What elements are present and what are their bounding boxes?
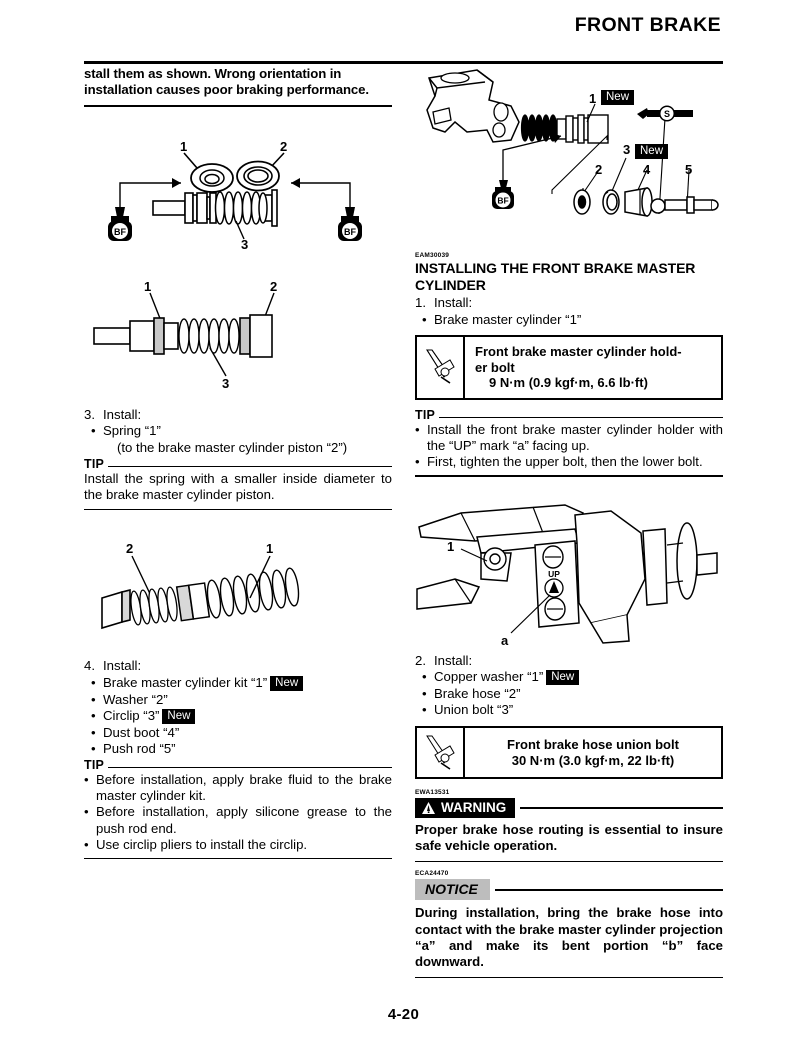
step-2-item-text: Brake hose “2” bbox=[434, 685, 521, 701]
step-3-heading bbox=[84, 407, 392, 424]
step-1 bbox=[415, 295, 723, 328]
step-4-item bbox=[84, 692, 392, 709]
tip-item: • First, tighten the upper bolt, then the lower bolt. bbox=[415, 454, 723, 470]
exploded-label-2: 2 bbox=[595, 162, 603, 177]
tip-item: • Use circlip pliers to install the circlip. bbox=[84, 837, 392, 853]
fig3-label-1: 1 bbox=[266, 541, 274, 557]
step-4-item-text: Brake master cylinder kit “1” bbox=[103, 674, 268, 690]
step-3 bbox=[84, 407, 392, 511]
tip-heading-3 bbox=[84, 458, 392, 471]
step-3-bullet-1: • Spring “1” bbox=[84, 423, 392, 440]
fig1-label-2: 2 bbox=[280, 138, 288, 154]
notice-divider bbox=[415, 977, 723, 978]
holder-label-1: 1 bbox=[447, 538, 455, 554]
warning-badge bbox=[415, 798, 515, 818]
figure-handlebar-holder bbox=[415, 483, 723, 651]
svg-text:BF: BF bbox=[114, 226, 126, 237]
section-code: EAM30039 bbox=[415, 252, 450, 259]
step-4-item bbox=[84, 725, 392, 742]
step-2-item bbox=[415, 686, 723, 703]
tip-label: TIP bbox=[84, 757, 105, 772]
warning-block bbox=[415, 789, 723, 862]
warning-rule bbox=[520, 807, 723, 809]
fig3-label-2: 2 bbox=[126, 541, 134, 557]
figure-boot-spring bbox=[84, 526, 392, 644]
tip-divider-4 bbox=[84, 858, 392, 859]
tip-item: • Install the front brake master cylinder holder with the “UP” mark “a” facing up. bbox=[415, 422, 723, 454]
up-mark-text: UP bbox=[548, 568, 560, 579]
intro-divider bbox=[84, 105, 392, 107]
torque-spec-holder-bolt bbox=[415, 335, 723, 400]
step-2-item bbox=[415, 702, 723, 719]
exploded-label-5: 5 bbox=[685, 162, 693, 177]
notice-text: During installation, bring the brake hose into contact with the brake master cylinder projection “a” and make its bent portion “b” face downward. bbox=[415, 905, 723, 970]
brake-fluid-icon bbox=[108, 207, 132, 241]
figure-piston-seals bbox=[84, 121, 392, 249]
step-3-title: Install: bbox=[103, 406, 142, 422]
tip-body-3: Install the spring with a smaller inside diameter to the brake master cylinder piston. bbox=[84, 470, 392, 502]
step-4-item bbox=[84, 675, 392, 692]
torque-spec-union-bolt bbox=[415, 726, 723, 779]
step-1-title: Install: bbox=[434, 295, 473, 310]
step-4-item-text: Washer “2” bbox=[103, 691, 168, 707]
figure-exploded-master-cylinder bbox=[415, 66, 723, 238]
tip-item: • Before installation, apply brake fluid to the brake master cylinder kit. bbox=[84, 772, 392, 804]
tip-divider-3 bbox=[84, 509, 392, 510]
fig1-label-1: 1 bbox=[180, 138, 188, 154]
tip-divider-1 bbox=[415, 475, 723, 476]
right-column bbox=[415, 66, 723, 978]
torque-value: 9 N·m (0.9 kgf·m, 6.6 lb·ft) bbox=[489, 375, 648, 391]
step-4-item bbox=[84, 741, 392, 758]
intro-paragraph: stall them as shown. Wrong orientation in installation causes poor braking performance. bbox=[84, 66, 369, 98]
step-4 bbox=[84, 658, 392, 859]
step-4-item-text: Dust boot “4” bbox=[103, 724, 180, 740]
silicone-grease-icon bbox=[637, 106, 693, 122]
exploded-label-1: 1 bbox=[589, 91, 597, 106]
step-4-item-text: Circlip “3” bbox=[103, 708, 160, 724]
step-2 bbox=[415, 653, 723, 719]
warning-triangle-icon bbox=[421, 801, 436, 815]
header-divider bbox=[84, 61, 723, 64]
warning-divider bbox=[415, 861, 723, 862]
warning-label: WARNING bbox=[441, 800, 507, 816]
step-1-bullet: • Brake master cylinder “1” bbox=[415, 312, 723, 329]
fig2-label-1: 1 bbox=[144, 278, 152, 294]
tip-item: • Before installation, apply silicone grease to the push rod end. bbox=[84, 804, 392, 836]
new-badge: New bbox=[270, 676, 303, 691]
notice-block bbox=[415, 870, 723, 978]
step-4-heading bbox=[84, 658, 392, 675]
tip-label: TIP bbox=[84, 456, 105, 471]
tip-heading-1 bbox=[415, 409, 723, 422]
svg-text:BF: BF bbox=[344, 226, 356, 237]
exploded-label-3: 3 bbox=[623, 142, 631, 157]
page-title: FRONT BRAKE bbox=[574, 14, 721, 36]
torque-wrench-icon bbox=[417, 337, 465, 398]
tip-block-1 bbox=[415, 409, 723, 477]
step-2-title: Install: bbox=[434, 652, 473, 668]
brake-fluid-icon bbox=[338, 207, 362, 241]
tip-label: TIP bbox=[415, 407, 436, 422]
new-badge: New bbox=[546, 670, 579, 685]
new-badge: New bbox=[601, 90, 634, 105]
notice-rule bbox=[495, 889, 723, 891]
torque-wrench-icon bbox=[417, 728, 465, 777]
svg-text:BF: BF bbox=[497, 195, 509, 206]
brake-fluid-icon bbox=[492, 180, 514, 209]
svg-text:S: S bbox=[663, 109, 671, 119]
left-column bbox=[84, 66, 392, 859]
step-2-number: 2. bbox=[415, 652, 426, 668]
notice-badge: NOTICE bbox=[415, 879, 490, 900]
tip-rule bbox=[108, 466, 392, 467]
new-badge: New bbox=[162, 709, 195, 724]
step-1-heading bbox=[415, 295, 723, 312]
torque-name-line2: er bolt bbox=[475, 359, 515, 375]
holder-label-a: a bbox=[501, 632, 509, 648]
section-heading-block bbox=[415, 252, 723, 293]
step-3-number: 3. bbox=[84, 406, 95, 422]
new-badge: New bbox=[635, 144, 668, 159]
tip-rule bbox=[108, 767, 392, 768]
step-3-subline: (to the brake master cylinder piston “2”) bbox=[117, 440, 348, 455]
step-2-item-text: Copper washer “1” bbox=[434, 669, 544, 685]
notice-code: ECA24470 bbox=[415, 870, 449, 878]
torque-name-line1: Front brake master cylinder hold- bbox=[475, 344, 682, 360]
fig2-label-2: 2 bbox=[270, 278, 278, 294]
section-title: INSTALLING THE FRONT BRAKE MASTER CYLINDER bbox=[415, 260, 696, 293]
step-4-title: Install: bbox=[103, 658, 142, 674]
step-4-item-text: Push rod “5” bbox=[103, 741, 176, 757]
page-number: 4-20 bbox=[387, 1006, 420, 1023]
step-4-item bbox=[84, 708, 392, 725]
torque-name: Front brake hose union bolt bbox=[507, 737, 679, 753]
step-1-number: 1. bbox=[415, 295, 426, 310]
figure-piston-assembled bbox=[84, 273, 392, 391]
tip-heading-4 bbox=[84, 759, 392, 772]
torque-value: 30 N·m (3.0 kgf·m, 22 lb·ft) bbox=[511, 752, 675, 768]
step-4-number: 4. bbox=[84, 658, 95, 674]
warning-code: EWA13531 bbox=[415, 789, 450, 797]
fig1-label-3: 3 bbox=[241, 236, 249, 249]
step-2-item bbox=[415, 669, 723, 686]
step-2-item-text: Union bolt “3” bbox=[434, 702, 514, 718]
fig2-label-3: 3 bbox=[222, 375, 230, 391]
warning-text: Proper brake hose routing is essential to insure safe vehicle operation. bbox=[415, 822, 723, 854]
exploded-label-4: 4 bbox=[643, 162, 651, 177]
tip-rule bbox=[439, 417, 723, 418]
step-2-heading bbox=[415, 653, 723, 670]
